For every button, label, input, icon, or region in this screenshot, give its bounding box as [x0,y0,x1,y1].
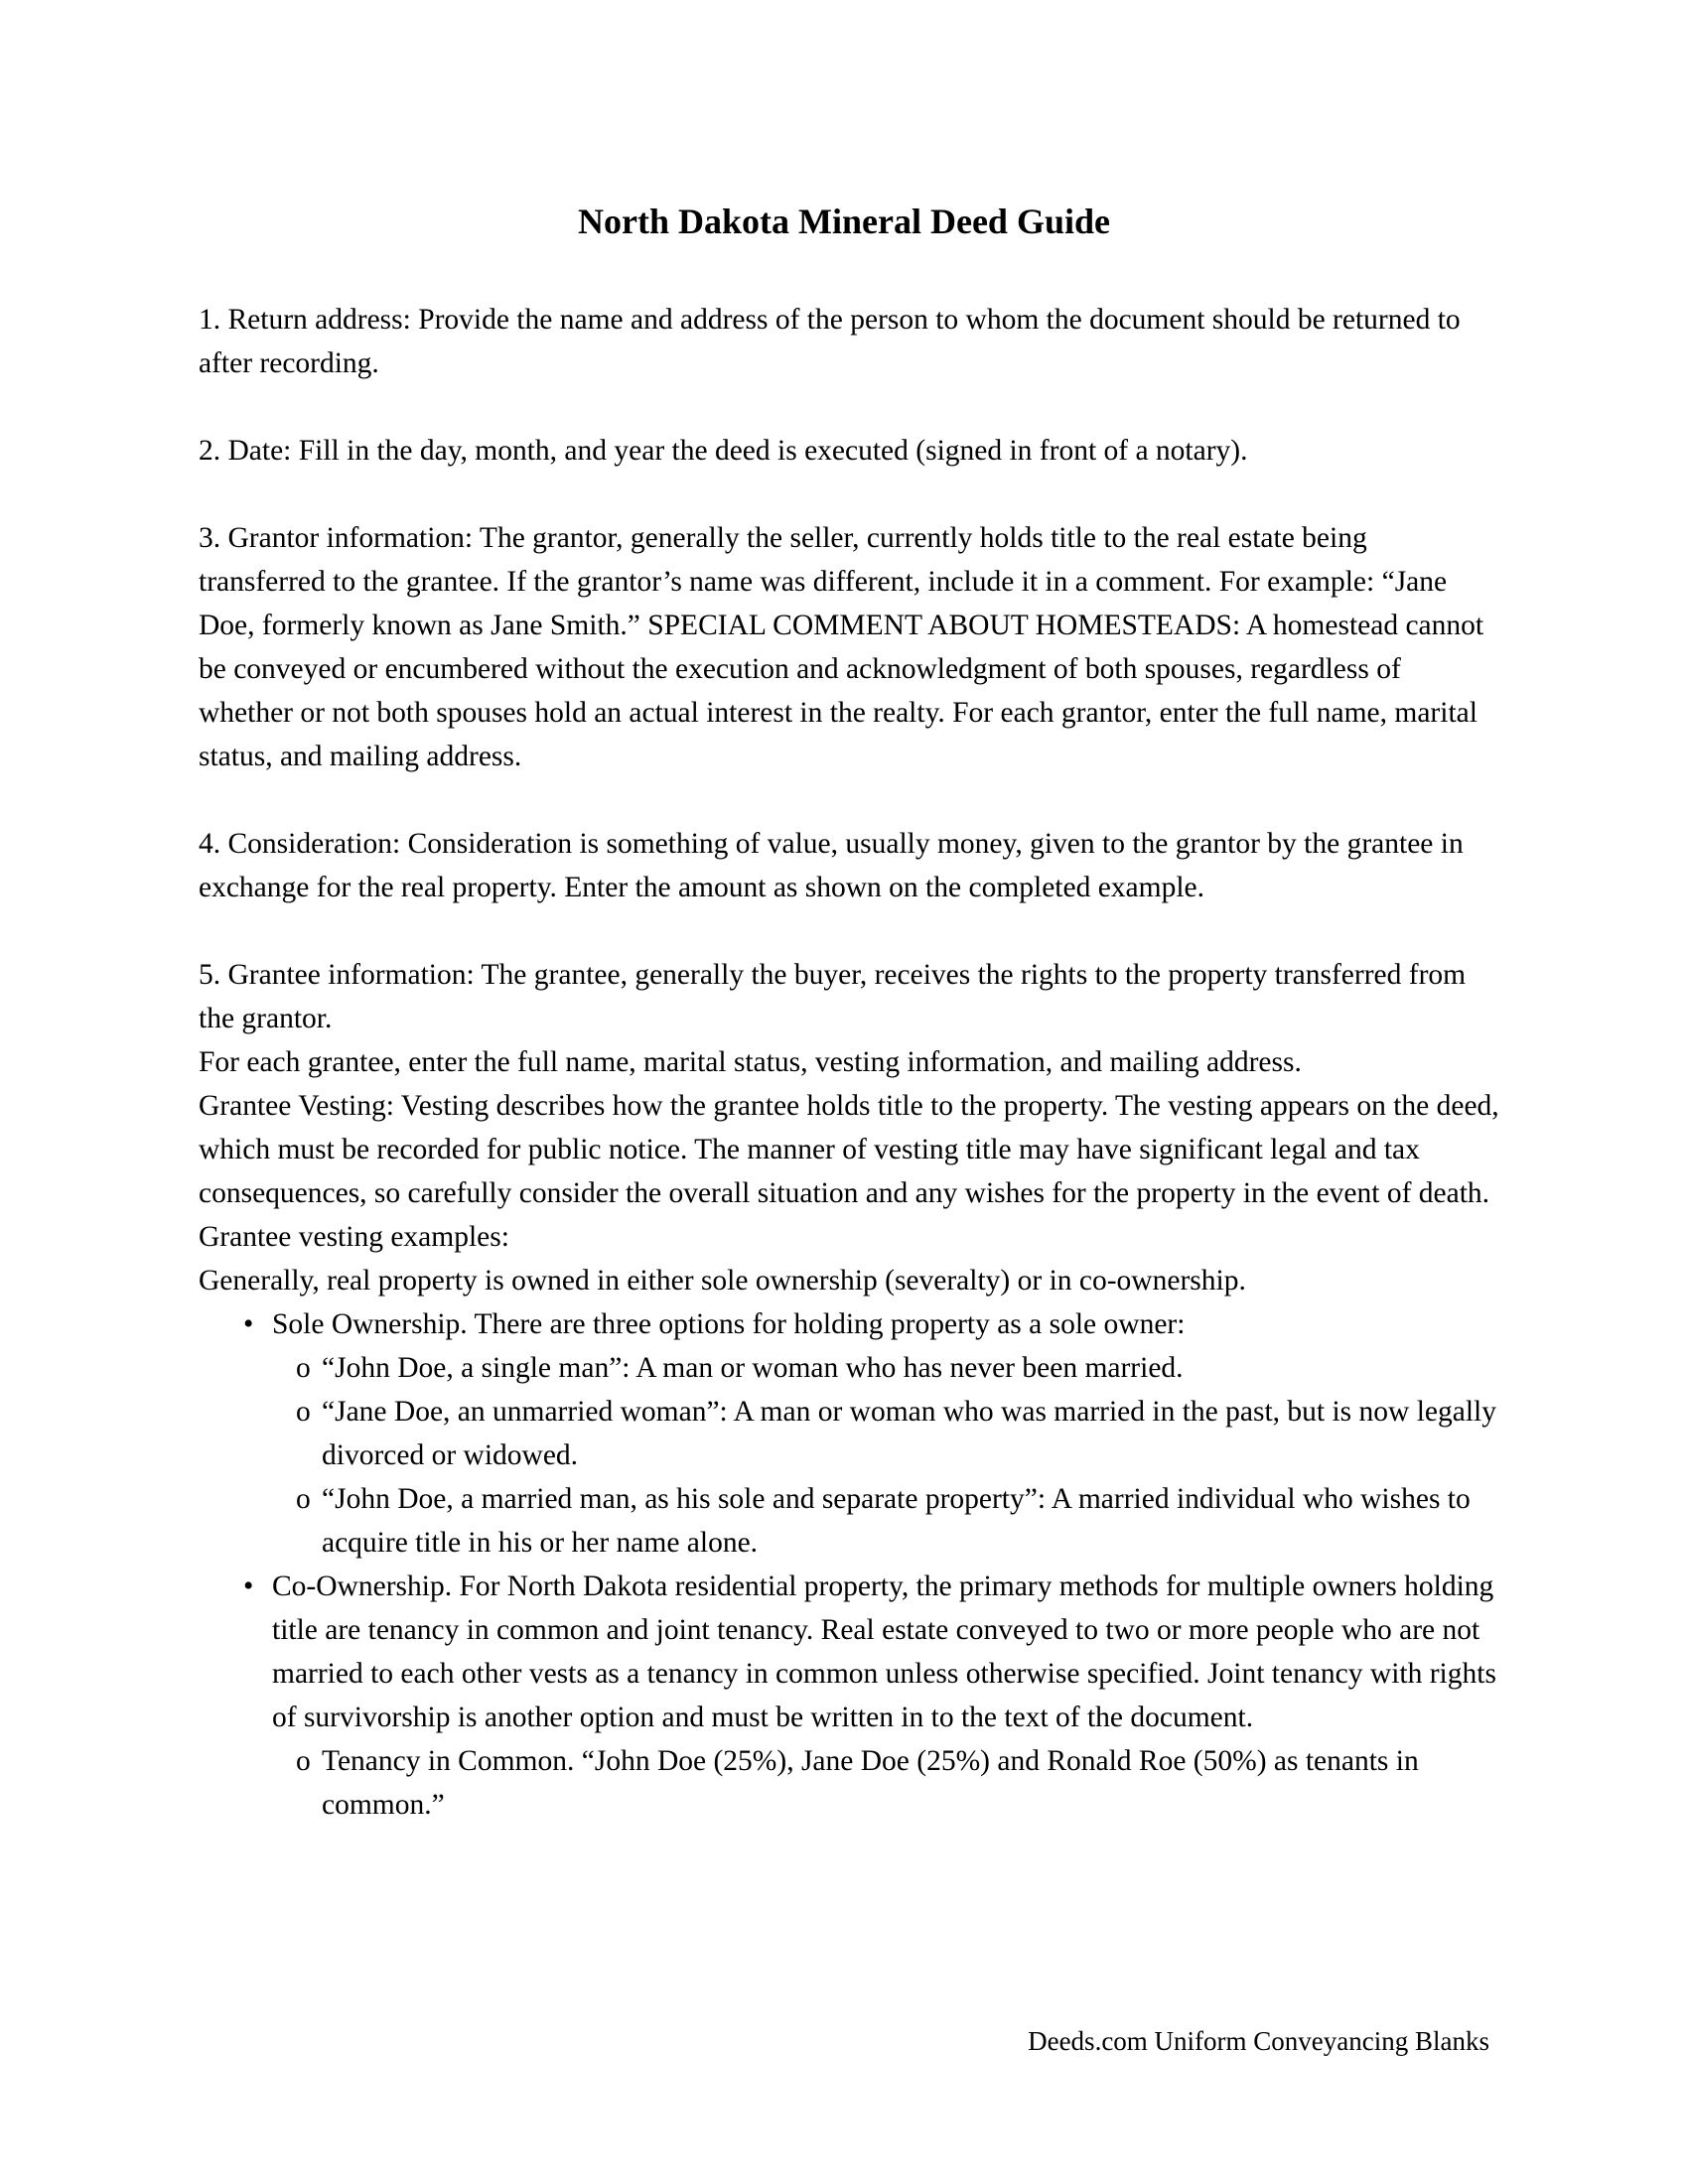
bullet-icon: • [243,1570,254,1602]
co-ownership-sub-list [272,1739,1499,1827]
grantee-general-ownership: Generally, real property is owned in either sole ownership (severalty) or in co-ownership. [199,1265,1246,1297]
sole-ownership-label: Sole Ownership. There are three options for holding property as a sole owner: [272,1308,1186,1340]
sub-item-text: “John Doe, a single man”: A man or woman who has never been married. [322,1352,1184,1384]
sub-bullet-icon: o [296,1483,311,1515]
page-footer: Deeds.com Uniform Conveyancing Blanks [1028,2026,1489,2056]
document-body [199,298,1499,1827]
bullet-co-ownership [199,1565,1499,1827]
ownership-bullet-list [199,1302,1499,1827]
sub-item-married-man [272,1477,1499,1565]
sub-item-text: Tenancy in Common. “John Doe (25%), Jane Doe (25%) and Ronald Roe (50%) as tenants in common.” [322,1745,1419,1821]
sub-item-single-man [272,1346,1499,1390]
sub-item-text: “John Doe, a married man, as his sole and separate property”: A married individual who wishes to acquire title in his or her name alone. [322,1483,1471,1559]
co-ownership-label: Co-Ownership. For North Dakota residential property, the primary methods for multiple owners holding title are tenancy in common and joint tenancy. Real estate conveyed to two or more people who are not married to each other vests as a tenancy in common unless otherwise specified. Joint tenancy with rights of survivorship is another option and must be written in to the text of the document. [272,1570,1496,1733]
sub-item-text: “Jane Doe, an unmarried woman”: A man or woman who was married in the past, but is now legally divorced or widowed. [322,1396,1496,1471]
document-title: North Dakota Mineral Deed Guide [578,202,1110,241]
section-grantee-information [199,953,1499,1827]
bullet-sole-ownership [199,1302,1499,1565]
sub-item-unmarried-woman [272,1390,1499,1477]
section-consideration: 4. Consideration: Consideration is something of value, usually money, given to the grantor by the grantee in exchange for the real property. Enter the amount as shown on the completed example. [199,828,1464,903]
sole-ownership-sub-list [272,1346,1499,1565]
sub-bullet-icon: o [296,1396,311,1428]
grantee-intro: 5. Grantee information: The grantee, generally the buyer, receives the rights to the property transferred from the grantor. [199,959,1467,1034]
grantee-vesting: Grantee Vesting: Vesting describes how the grantee holds title to the property. The vesting appears on the deed, which must be recorded for public notice. The manner of vesting title may have significant legal and tax consequences, so carefully consider the overall situation and any wishes for the property in the event of death. [199,1090,1499,1209]
grantee-vesting-examples-label: Grantee vesting examples: [199,1221,509,1253]
bullet-icon: • [243,1308,254,1340]
section-date: 2. Date: Fill in the day, month, and year the deed is executed (signed in front of a notary). [199,435,1248,467]
sub-bullet-icon: o [296,1745,311,1777]
section-return-address: 1. Return address: Provide the name and address of the person to whom the document should be returned to after recording. [199,304,1461,379]
sub-bullet-icon: o [296,1352,311,1384]
section-grantor-information: 3. Grantor information: The grantor, generally the seller, currently holds title to the real estate being transferred to the grantee. If the grantor’s name was different, include it in a comment. For example: “Jane Doe, formerly known as Jane Smith.” SPECIAL COMMENT ABOUT HOMESTEADS: A homestead cannot be conveyed or encumbered without the execution and acknowledgment of both spouses, regardless of whether or not both spouses hold an actual interest in the realty. For each grantor, enter the full name, marital status, and mailing address. [199,522,1484,772]
sub-item-tenancy-in-common [272,1739,1499,1827]
grantee-each: For each grantee, enter the full name, marital status, vesting information, and mailing address. [199,1046,1302,1078]
